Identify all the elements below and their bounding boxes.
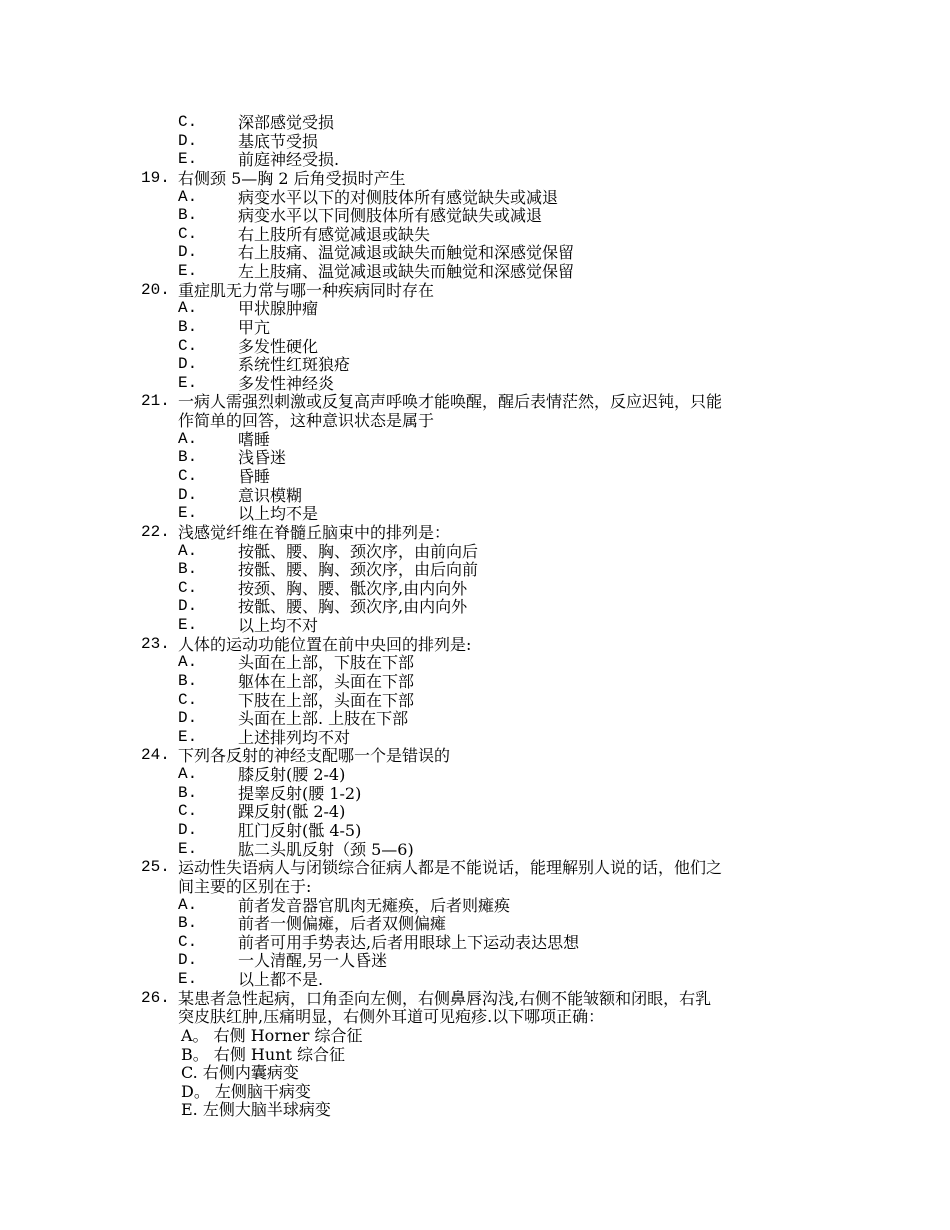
option-letter: D. bbox=[178, 709, 198, 728]
question-text: 运动性失语病人与闭锁综合征病人都是不能说话，能理解别人说的话，他们之 bbox=[178, 858, 723, 878]
option-text: 病变水平以下的对侧肢体所有感觉缺失或减退 bbox=[238, 187, 559, 207]
option-letter: D. bbox=[178, 820, 198, 839]
option-line bbox=[0, 597, 950, 616]
option-line bbox=[0, 150, 950, 169]
option-text: 甲亢 bbox=[238, 317, 271, 337]
option-line bbox=[0, 653, 950, 672]
question-line bbox=[0, 523, 950, 542]
option-text: E. 左侧大脑半球病变 bbox=[181, 1100, 331, 1120]
option-letter: E. bbox=[178, 616, 198, 634]
option-letter: A. bbox=[178, 895, 198, 914]
option-text: 按骶、腰、胸、颈次序，由前向后 bbox=[238, 541, 479, 561]
option-text: 多发性神经炎 bbox=[238, 373, 335, 393]
option-letter: B. bbox=[178, 783, 198, 802]
question-line bbox=[0, 858, 950, 877]
option-line bbox=[0, 504, 950, 523]
question-text: 作简单的回答，这种意识状态是属于 bbox=[178, 411, 435, 431]
option-letter: A. bbox=[178, 653, 198, 672]
option-line bbox=[0, 486, 950, 505]
option-text: 昏睡 bbox=[238, 467, 271, 486]
question-number: 26. bbox=[141, 988, 170, 1007]
option-letter: E. bbox=[178, 262, 198, 280]
option-letter: D. bbox=[178, 485, 198, 504]
option-line bbox=[0, 113, 950, 132]
option-line bbox=[0, 132, 950, 151]
question-number: 20. bbox=[141, 280, 170, 299]
option-text: 头面在上部，下肢在下部 bbox=[238, 653, 415, 673]
question-text: 间主要的区别在于: bbox=[178, 876, 312, 896]
option-line bbox=[0, 1100, 950, 1119]
option-text: 系统性红斑狼疮 bbox=[238, 355, 351, 375]
option-text: 躯体在上部，头面在下部 bbox=[238, 671, 415, 691]
option-letter: A. bbox=[178, 299, 198, 318]
question-number: 21. bbox=[141, 392, 170, 411]
option-line bbox=[0, 784, 950, 803]
option-line bbox=[0, 970, 950, 989]
question-number: 22. bbox=[141, 522, 170, 541]
question-line bbox=[0, 392, 950, 411]
option-letter: A. bbox=[178, 541, 198, 560]
option-line bbox=[0, 1026, 950, 1045]
option-line bbox=[0, 430, 950, 449]
option-text: 病变水平以下同侧肢体所有感觉缺失或减退 bbox=[238, 206, 543, 226]
option-line bbox=[0, 542, 950, 561]
option-line bbox=[0, 802, 950, 821]
option-line bbox=[0, 579, 950, 598]
question-text: 一病人需强烈刺激或反复高声呼唤才能唤醒，醒后表情茫然，反应迟钝，只能 bbox=[178, 392, 723, 412]
option-text: 按骶、腰、胸、颈次序，由后向前 bbox=[238, 560, 479, 580]
option-line bbox=[0, 896, 950, 915]
option-text: 肛门反射(骶 4-5) bbox=[238, 820, 362, 840]
option-line bbox=[0, 318, 950, 337]
option-line bbox=[0, 821, 950, 840]
option-text: 按颈、胸、腰、骶次序,由内向外 bbox=[238, 578, 468, 598]
option-letter: C. bbox=[178, 690, 198, 709]
option-line bbox=[0, 206, 950, 225]
option-text: 膝反射(腰 2-4) bbox=[238, 765, 346, 784]
option-letter: E. bbox=[178, 727, 198, 746]
option-line bbox=[0, 728, 950, 747]
question-number: 23. bbox=[141, 634, 170, 653]
option-line bbox=[0, 672, 950, 691]
question-continuation bbox=[0, 877, 950, 896]
option-letter: C. bbox=[178, 578, 198, 597]
option-text: 浅昏迷 bbox=[238, 448, 287, 468]
option-letter: D. bbox=[178, 243, 198, 262]
question-line bbox=[0, 281, 950, 300]
question-text: 浅感觉纤维在脊髓丘脑束中的排列是： bbox=[178, 522, 451, 542]
option-line bbox=[0, 933, 950, 952]
option-text: C. 右侧内囊病变 bbox=[181, 1063, 299, 1083]
question-continuation bbox=[0, 411, 950, 430]
option-text: 提睾反射(腰 1-2) bbox=[238, 783, 362, 803]
option-text: 肱二头肌反射（颈 5—6) bbox=[238, 839, 414, 859]
option-letter: A. bbox=[178, 765, 198, 783]
option-letter: D. bbox=[178, 355, 198, 374]
question-continuation bbox=[0, 1007, 950, 1026]
option-line bbox=[0, 243, 950, 262]
option-letter: B. bbox=[178, 560, 198, 579]
option-line bbox=[0, 448, 950, 467]
option-text: A。 右侧 Horner 综合征 bbox=[181, 1025, 363, 1045]
option-text: 前庭神经受损. bbox=[238, 150, 340, 170]
question-text: 人体的运动功能位置在前中央回的排列是: bbox=[178, 634, 472, 654]
option-line bbox=[0, 616, 950, 635]
option-line bbox=[0, 1063, 950, 1082]
option-letter: B. bbox=[178, 317, 198, 336]
question-text: 下列各反射的神经支配哪一个是错误的 bbox=[178, 746, 451, 766]
option-line bbox=[0, 355, 950, 374]
option-text: 以上都不是. bbox=[238, 970, 324, 989]
option-letter: C. bbox=[178, 113, 198, 131]
option-letter: E. bbox=[178, 839, 198, 858]
option-letter: B. bbox=[178, 671, 198, 690]
option-text: 多发性硬化 bbox=[238, 336, 319, 356]
option-text: 前者一侧偏瘫，后者双侧偏瘫 bbox=[238, 914, 447, 934]
option-text: 上述排列均不对 bbox=[238, 727, 351, 747]
option-line bbox=[0, 225, 950, 244]
option-line bbox=[0, 951, 950, 970]
option-text: 嗜睡 bbox=[238, 429, 271, 449]
question-text: 右侧颈 5—胸 2 后角受损时产生 bbox=[178, 168, 406, 188]
option-text: 前者发音器官肌肉无瘫痪，后者则瘫痪 bbox=[238, 895, 511, 915]
option-line bbox=[0, 374, 950, 393]
question-line bbox=[0, 169, 950, 188]
option-text: 以上均不是 bbox=[238, 504, 319, 524]
option-text: 右上肢所有感觉减退或缺失 bbox=[238, 224, 431, 244]
option-letter: D. bbox=[178, 951, 198, 970]
option-letter: C. bbox=[178, 467, 198, 485]
question-line bbox=[0, 989, 950, 1008]
option-letter: E. bbox=[178, 373, 198, 392]
option-line bbox=[0, 262, 950, 281]
option-line bbox=[0, 709, 950, 728]
option-letter: E. bbox=[178, 970, 198, 988]
option-line bbox=[0, 765, 950, 784]
question-number: 25. bbox=[141, 858, 170, 877]
option-text: 头面在上部. 上肢在下部 bbox=[238, 709, 409, 729]
question-text: 重症肌无力常与哪一种疾病同时存在 bbox=[178, 280, 435, 300]
option-line bbox=[0, 467, 950, 486]
question-number: 24. bbox=[141, 746, 170, 765]
option-letter: C. bbox=[178, 932, 198, 951]
option-letter: B. bbox=[178, 206, 198, 225]
option-text: 以上均不对 bbox=[238, 616, 319, 635]
option-line bbox=[0, 914, 950, 933]
option-text: 深部感觉受损 bbox=[238, 113, 335, 132]
option-letter: B. bbox=[178, 914, 198, 933]
question-number: 19. bbox=[141, 168, 170, 187]
option-letter: C. bbox=[178, 224, 198, 243]
option-line bbox=[0, 337, 950, 356]
option-text: 甲状腺肿瘤 bbox=[238, 299, 319, 319]
question-line bbox=[0, 746, 950, 765]
option-text: D。 左侧脑干病变 bbox=[181, 1081, 311, 1101]
option-line bbox=[0, 691, 950, 710]
option-line bbox=[0, 188, 950, 207]
option-text: 意识模糊 bbox=[238, 485, 303, 505]
option-letter: D. bbox=[178, 131, 198, 150]
option-text: 下肢在上部，头面在下部 bbox=[238, 690, 415, 710]
option-letter: C. bbox=[178, 802, 198, 821]
question-text: 某患者急性起病，口角歪向左侧，右侧鼻唇沟浅,右侧不能皱额和闭眼，右乳 bbox=[178, 988, 712, 1008]
option-text: B。 右侧 Hunt 综合征 bbox=[181, 1044, 346, 1064]
option-line bbox=[0, 299, 950, 318]
option-letter: C. bbox=[178, 336, 198, 355]
option-line bbox=[0, 840, 950, 859]
option-text: 基底节受损 bbox=[238, 131, 319, 151]
option-letter: E. bbox=[178, 504, 198, 523]
question-text: 突皮肤红肿,压痛明显，右侧外耳道可见疱疹.以下哪项正确： bbox=[178, 1007, 605, 1027]
option-letter: B. bbox=[178, 448, 198, 467]
option-line bbox=[0, 1045, 950, 1064]
option-text: 右上肢痛、温觉减退或缺失而触觉和深感觉保留 bbox=[238, 243, 575, 263]
question-line bbox=[0, 635, 950, 654]
option-line bbox=[0, 1082, 950, 1101]
option-letter: E. bbox=[178, 150, 198, 169]
option-letter: A. bbox=[178, 187, 198, 206]
option-text: 左上肢痛、温觉减退或缺失而触觉和深感觉保留 bbox=[238, 262, 575, 281]
option-text: 按骶、腰、胸、颈次序,由内向外 bbox=[238, 597, 468, 617]
option-letter: A. bbox=[178, 429, 198, 448]
option-line bbox=[0, 560, 950, 579]
option-text: 一人清醒,另一人昏迷 bbox=[238, 951, 388, 971]
option-text: 踝反射(骶 2-4) bbox=[238, 802, 346, 822]
option-letter: D. bbox=[178, 597, 198, 616]
option-text: 前者可用手势表达,后者用眼球上下运动表达思想 bbox=[238, 932, 580, 952]
